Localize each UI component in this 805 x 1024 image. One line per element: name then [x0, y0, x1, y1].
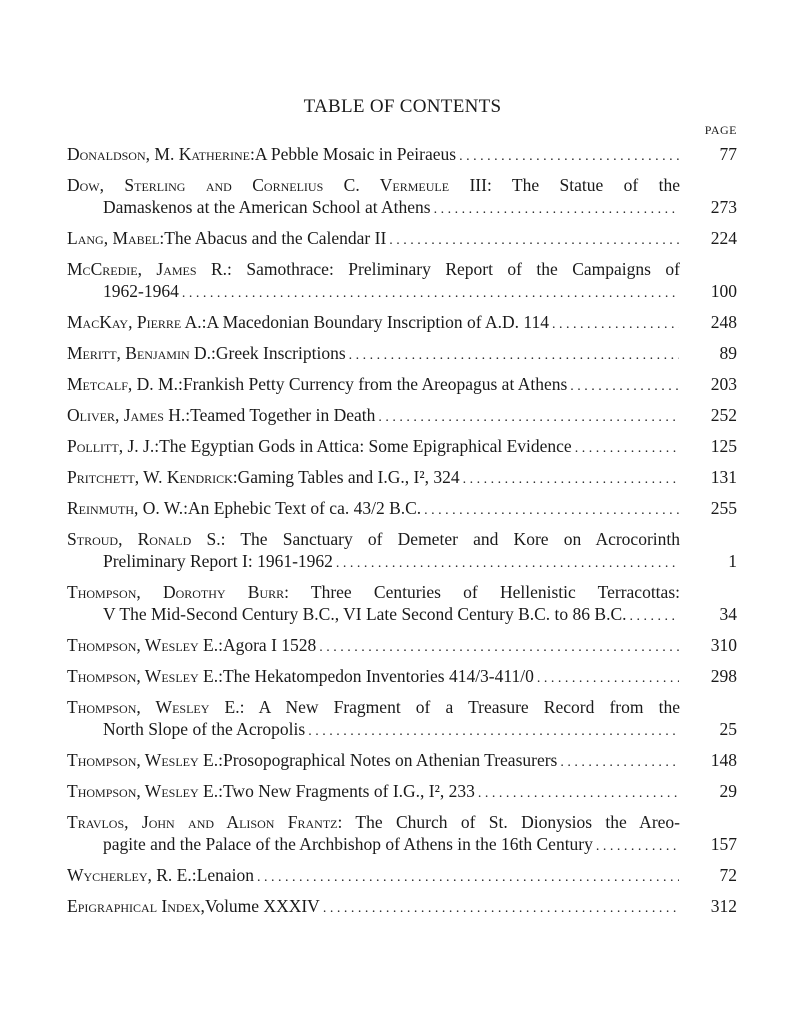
- page-title: TABLE OF CONTENTS: [303, 96, 502, 117]
- entry-page-number: 312: [710, 896, 737, 916]
- dot-leader: [336, 553, 679, 575]
- dot-leader: [319, 637, 679, 659]
- toc-entry-line: [67, 196, 737, 218]
- entry-title: North Slope of the Acropolis: [103, 719, 306, 739]
- toc-entry-line: [67, 373, 737, 395]
- entry-page-number: 131: [710, 467, 737, 487]
- toc-entry-line: [67, 864, 737, 886]
- entry-author: Lang, Mabel:: [67, 228, 165, 248]
- toc-entry: [67, 528, 737, 572]
- entry-author: Thompson, Dorothy Burr:: [67, 582, 289, 602]
- entry-page-number: 34: [719, 604, 737, 624]
- entry-page-number: 157: [710, 834, 737, 854]
- entry-author: Stroud, Ronald S.:: [67, 529, 226, 549]
- entry-title: Volume XXXIV: [204, 896, 320, 916]
- toc-entry-line: [67, 528, 680, 550]
- toc-entry-line: [67, 311, 737, 333]
- dot-leader: [537, 668, 679, 690]
- entry-author: Pritchett, W. Kendrick:: [67, 467, 238, 487]
- entry-title: The Hekatompedon Inventories 414/3-411/0: [222, 666, 534, 686]
- toc-entry-line: [67, 497, 737, 519]
- entry-page-number: 29: [719, 781, 737, 801]
- entry-title: The Sanctuary of Demeter and Kore on Acrocorinth: [240, 529, 680, 549]
- entry-author: MacKay, Pierre A.:: [67, 312, 207, 332]
- entry-page-number: 255: [710, 498, 737, 518]
- entry-author: Donaldson, M. Katherine:: [67, 144, 255, 164]
- toc-entry: [67, 497, 737, 519]
- toc-entry-line: [67, 342, 737, 364]
- toc-entry: [67, 749, 737, 771]
- toc-entry: [67, 143, 737, 165]
- entry-title: A New Fragment of a Treasure Record from the: [258, 697, 680, 717]
- entry-page-number: 89: [719, 343, 737, 363]
- toc-entry-line: [67, 550, 737, 572]
- entry-title: 1962-1964: [103, 281, 179, 301]
- toc-entry: [67, 581, 737, 625]
- entry-title: Greek Inscriptions: [215, 343, 346, 363]
- entry-page-number: 25: [719, 719, 737, 739]
- entry-title: A Macedonian Boundary Inscription of A.D. 114: [206, 312, 550, 332]
- toc-entry-line: [67, 833, 737, 855]
- toc-entry-line: [67, 581, 680, 603]
- entry-title: Damaskenos at the American School at Athens: [103, 197, 431, 217]
- dot-leader: [575, 438, 679, 460]
- toc-entry: [67, 696, 737, 740]
- toc-entry-line: [67, 811, 680, 833]
- dot-leader: [182, 283, 679, 305]
- toc-entry-line: [67, 404, 737, 426]
- toc-entry-line: [67, 174, 680, 196]
- toc-entry-line: [67, 634, 737, 656]
- toc-entry-line: [67, 665, 737, 687]
- entry-title: The Abacus and the Calendar II: [164, 228, 387, 248]
- dot-leader: [323, 898, 679, 920]
- toc-entry: [67, 864, 737, 886]
- toc-entry-line: [67, 603, 737, 625]
- dot-leader: [349, 345, 679, 367]
- entry-title: The Egyptian Gods in Attica: Some Epigraphical Evidence: [159, 436, 572, 456]
- entry-page-number: 72: [719, 865, 737, 885]
- entry-author: Reinmuth, O. W.:: [67, 498, 188, 518]
- toc-entry: [67, 435, 737, 457]
- entry-author: Metcalf, D. M.:: [67, 374, 183, 394]
- entry-title: pagite and the Palace of the Archbishop of Athens in the 16th Century: [103, 834, 593, 854]
- entry-author: Oliver, James H.:: [67, 405, 191, 425]
- entry-title: The Statue of the: [511, 175, 680, 195]
- entry-title: Frankish Petty Currency from the Areopagus at Athens: [182, 374, 568, 394]
- entry-page-number: 310: [710, 635, 737, 655]
- entry-author: Pollitt, J. J.:: [67, 436, 160, 456]
- entry-title: Preliminary Report I: 1961-1962: [103, 551, 333, 571]
- toc-entry: [67, 466, 737, 488]
- dot-leader: [308, 721, 679, 743]
- toc-entry-line: [67, 435, 737, 457]
- toc-entry-line: [67, 718, 737, 740]
- entry-author: Meritt, Benjamin D.:: [67, 343, 216, 363]
- toc-entry: [67, 634, 737, 656]
- toc-entry: [67, 404, 737, 426]
- toc-entry-line: [67, 749, 737, 771]
- entry-title: Prosopographical Notes on Athenian Treasurers: [222, 750, 558, 770]
- toc-entry: [67, 174, 737, 218]
- toc-entry: [67, 665, 737, 687]
- toc-entry: [67, 895, 737, 917]
- entry-title: Teamed Together in Death: [190, 405, 376, 425]
- entry-title: Agora I 1528: [222, 635, 317, 655]
- dot-leader: [630, 606, 679, 628]
- entry-page-number: 77: [719, 144, 737, 164]
- entry-author: Epigraphical Index,: [67, 896, 205, 916]
- entry-author: Dow, Sterling and Cornelius C. Vermeule III:: [67, 175, 492, 195]
- entry-author: Thompson, Wesley E.:: [67, 635, 223, 655]
- page-column-header: PAGE: [704, 123, 737, 137]
- dot-leader: [257, 867, 679, 889]
- dot-leader: [378, 407, 679, 429]
- entry-author: Thompson, Wesley E.:: [67, 697, 245, 717]
- entry-page-number: 148: [710, 750, 737, 770]
- entry-author: Travlos, John and Alison Frantz:: [67, 812, 343, 832]
- dot-leader: [463, 469, 679, 491]
- entry-title: Three Centuries of Hellenistic Terracottas:: [310, 582, 680, 602]
- entry-page-number: 252: [710, 405, 737, 425]
- dot-leader: [459, 146, 679, 168]
- dot-leader: [478, 783, 679, 805]
- dot-leader: [552, 314, 679, 336]
- toc-entry-line: [67, 466, 737, 488]
- toc-entry: [67, 258, 737, 302]
- entry-page-number: 100: [710, 281, 737, 301]
- toc-entry-line: [67, 280, 737, 302]
- entry-author: Thompson, Wesley E.:: [67, 666, 223, 686]
- entry-page-number: 1: [728, 551, 737, 571]
- entry-title: Samothrace: Preliminary Report of the Campaigns of: [246, 259, 680, 279]
- toc-entry: [67, 227, 737, 249]
- entry-page-number: 298: [710, 666, 737, 686]
- dot-leader: [424, 500, 679, 522]
- toc-entry-line: [67, 780, 737, 802]
- dot-leader: [560, 752, 679, 774]
- dot-leader: [570, 376, 679, 398]
- entry-title: Gaming Tables and I.G., I², 324: [237, 467, 460, 487]
- entry-page-number: 125: [710, 436, 737, 456]
- toc-entry-line: [67, 258, 680, 280]
- toc-entry: [67, 811, 737, 855]
- toc-entry: [67, 311, 737, 333]
- entry-page-number: 273: [710, 197, 737, 217]
- toc-entry: [67, 342, 737, 364]
- toc-entry-line: [67, 895, 737, 917]
- entry-title: V The Mid-Second Century B.C., VI Late Second Century B.C. to 86 B.C.: [103, 604, 627, 624]
- entry-title: Lenaion: [196, 865, 254, 885]
- toc-entry-line: [67, 143, 737, 165]
- entry-author: Wycherley, R. E.:: [67, 865, 197, 885]
- entry-title: The Church of St. Dionysios the Areo-: [355, 812, 680, 832]
- entry-title: Two New Fragments of I.G., I², 233: [222, 781, 475, 801]
- toc-entry: [67, 780, 737, 802]
- entry-author: McCredie, James R.:: [67, 259, 232, 279]
- entry-page-number: 203: [710, 374, 737, 394]
- entry-title: An Ephebic Text of ca. 43/2 B.C.: [187, 498, 422, 518]
- entry-page-number: 224: [710, 228, 737, 248]
- dot-leader: [596, 836, 679, 858]
- toc-entry-line: [67, 227, 737, 249]
- entry-author: Thompson, Wesley E.:: [67, 750, 223, 770]
- entry-page-number: 248: [710, 312, 737, 332]
- dot-leader: [389, 230, 679, 252]
- entry-title: A Pebble Mosaic in Peiraeus: [254, 144, 457, 164]
- toc-entry-line: [67, 696, 680, 718]
- dot-leader: [434, 199, 679, 221]
- table-of-contents: [67, 143, 737, 926]
- entry-author: Thompson, Wesley E.:: [67, 781, 223, 801]
- toc-entry: [67, 373, 737, 395]
